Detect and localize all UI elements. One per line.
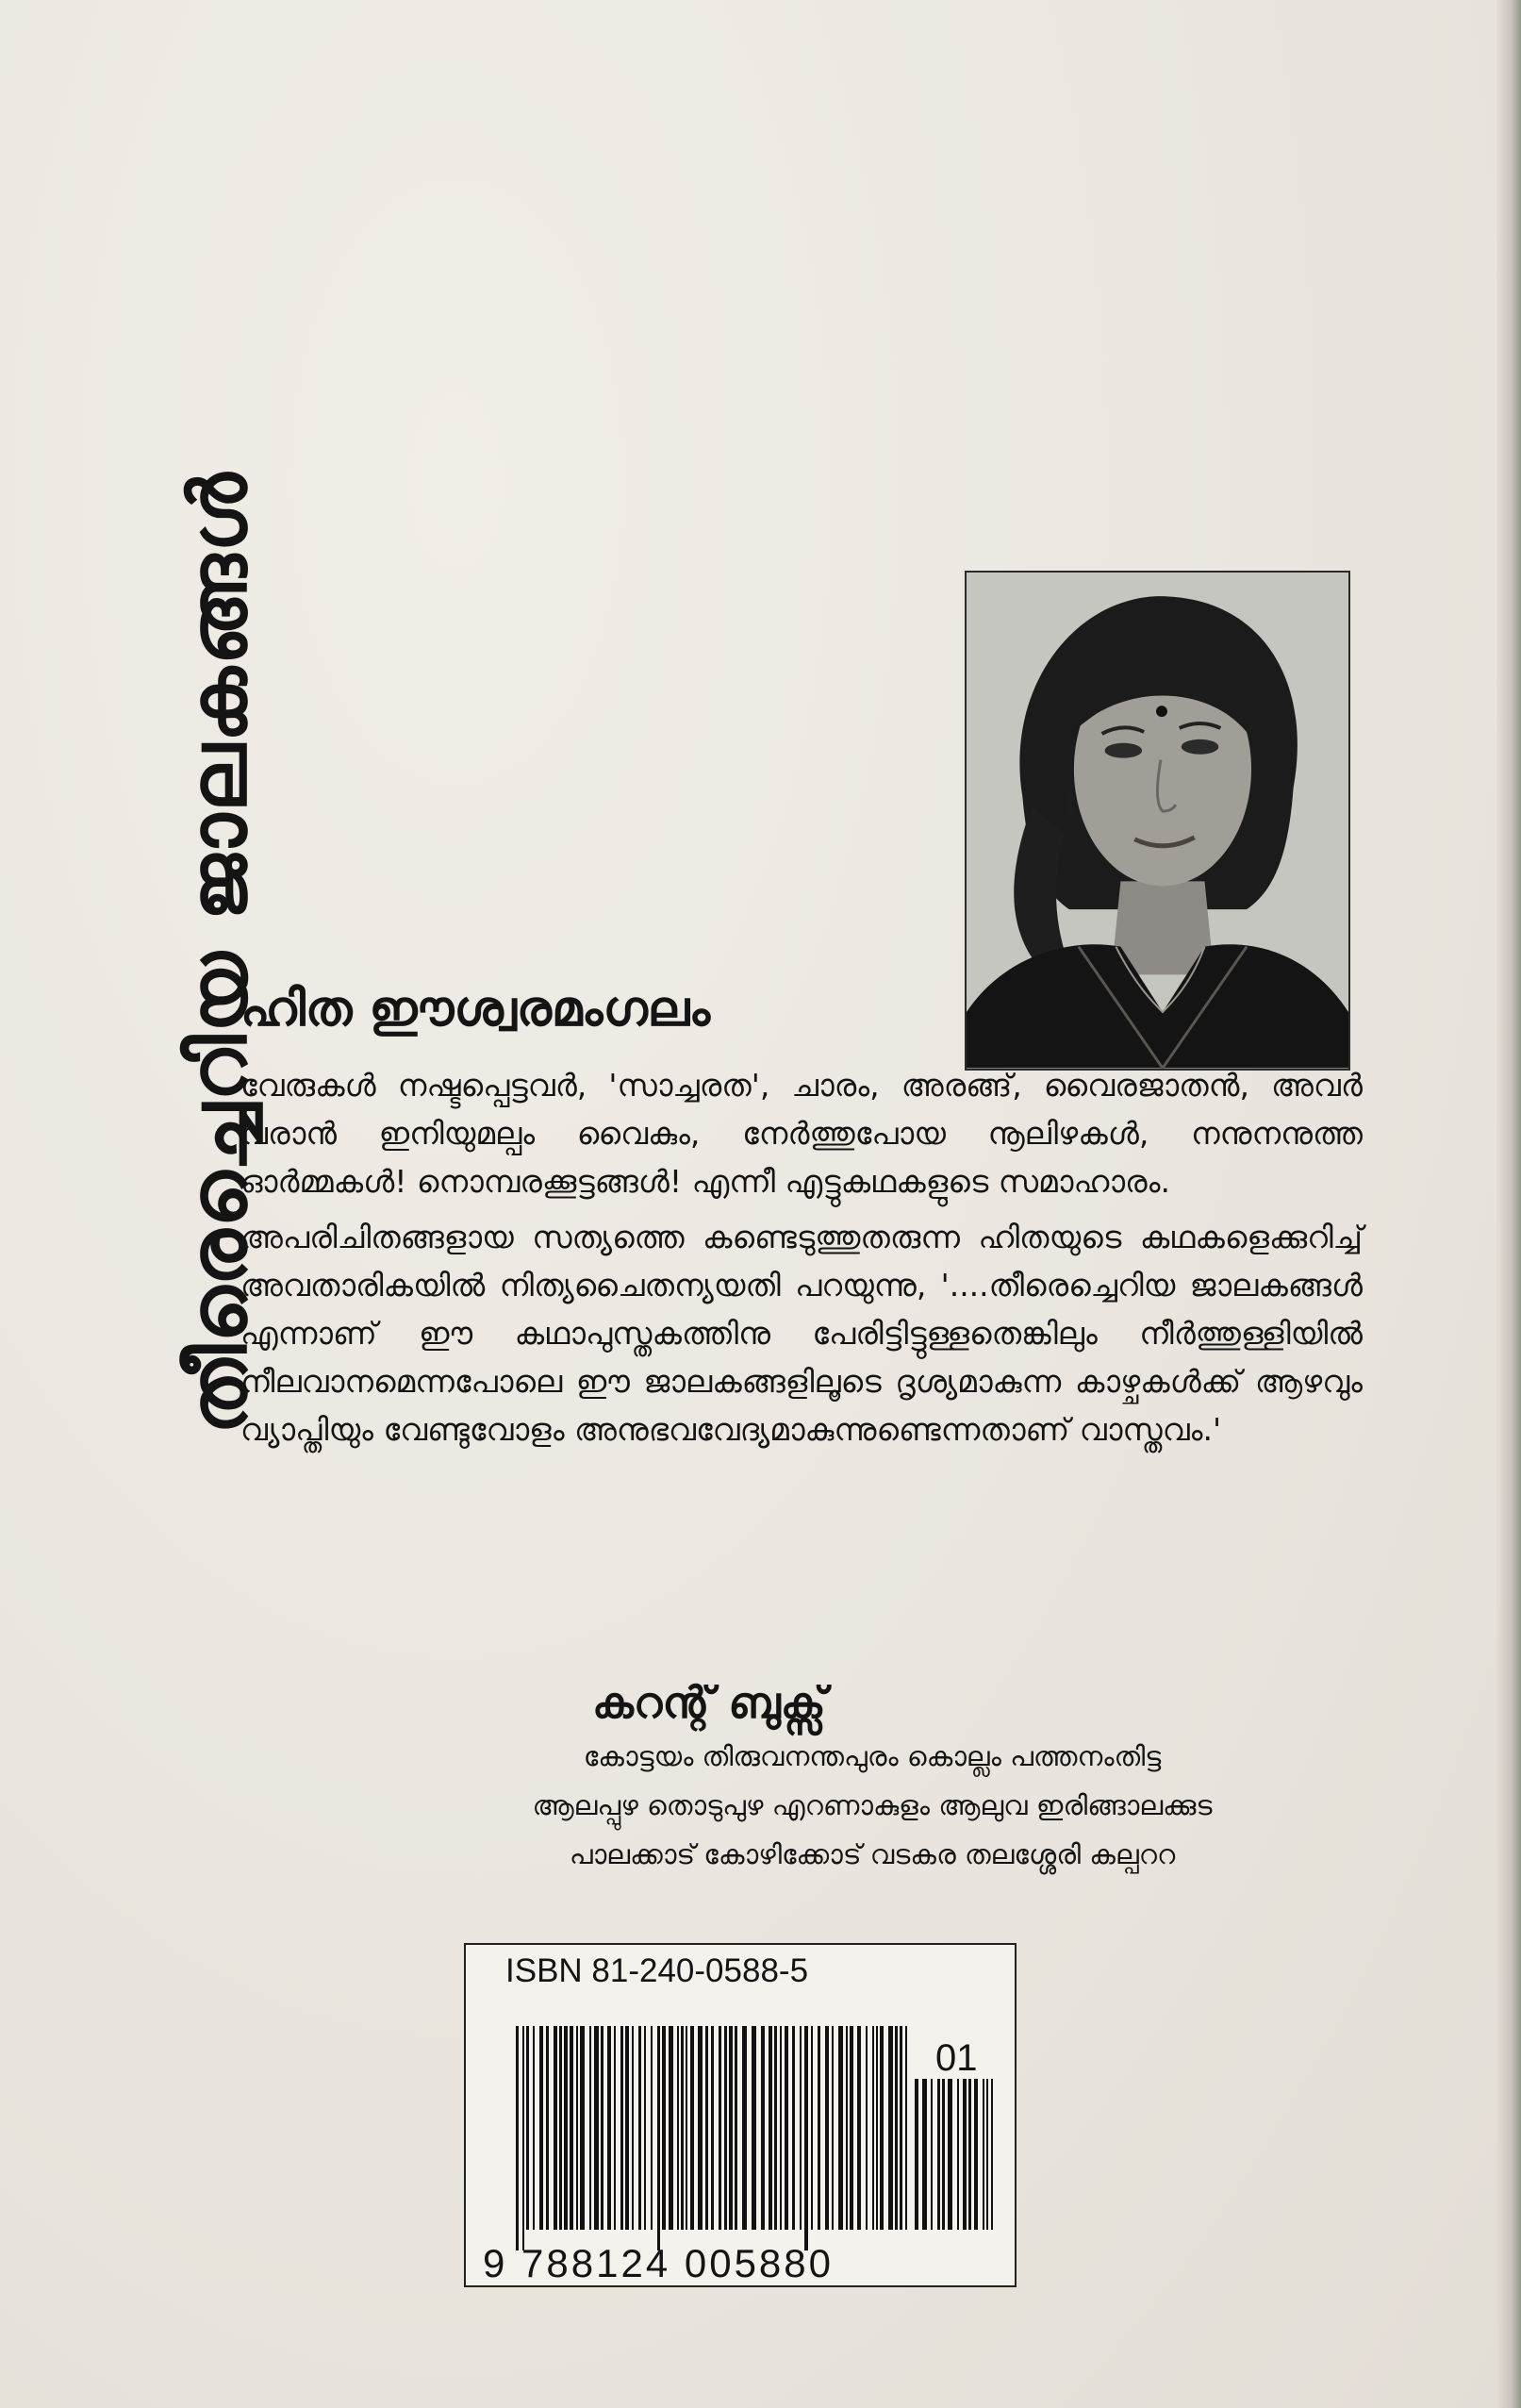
barcode-bar [895,2026,898,2230]
author-photo [965,571,1350,1071]
barcode-bar [900,2026,902,2230]
barcode-bar [559,2026,562,2230]
barcode-bar [937,2079,940,2230]
barcode-bar [698,2026,703,2230]
barcode-bar [811,2026,813,2230]
barcode-bar [780,2026,782,2230]
barcode [514,2026,910,2250]
barcode-bar [564,2026,568,2230]
barcode-bar [792,2026,795,2230]
barcode-bar [785,2026,788,2230]
barcode-bar [516,2026,519,2250]
barcode-bar [866,2026,868,2230]
barcode-number: 9 788124 005880 [483,2241,834,2285]
barcode-bar [632,2026,634,2230]
barcode-bar [651,2026,653,2230]
barcode-bar [644,2026,646,2230]
barcode-bar [576,2026,578,2230]
barcode-bar [915,2079,918,2230]
author-name: ഹിത ഈശ്വരമംഗലം [240,981,711,1038]
barcode-bar [769,2026,772,2230]
barcode-bar [948,2079,952,2230]
cover-edge [1496,0,1521,2408]
barcode-bar [657,2026,660,2250]
barcode-bar [522,2026,524,2250]
barcode-bar [888,2026,893,2230]
barcode-bar [570,2026,573,2230]
barcode-bar [804,2026,808,2250]
barcode-bar [968,2079,971,2230]
barcode-bar [601,2026,603,2230]
barcode-bar [625,2026,629,2230]
description-paragraph: വേരുകൾ നഷ്ടപ്പെട്ടവർ, 'സാച്ചരത', ചാരം, അരങ്ങ്, വൈരജാതൻ, അവർ വരാൻ ഇനിയുമല്പം വൈകും, നേർത്തുപോയ നൂലിഴകൾ, നനുനനുത്ത ഓർമ്മകൾ! നൊമ്പരക്കൂട്ടങ്ങൾ! എന്നീ എട്ടുകഥകളുടെ സമാഹാരം. [240,1067,1363,1200]
barcode-bar [719,2026,721,2230]
barcode-bar [681,2026,684,2230]
barcode-bar [686,2026,687,2230]
barcode-bar [607,2026,611,2230]
isbn-barcode-box [464,1943,1017,2287]
barcode-bar [963,2079,967,2230]
barcode-bar [818,2026,820,2230]
barcode-bar [983,2079,984,2230]
barcode-bar [690,2026,694,2230]
barcode-bar [580,2026,585,2230]
barcode-bar [850,2026,853,2230]
barcode-bar [905,2026,907,2230]
barcode-bar [991,2079,993,2230]
barcode-bar [735,2026,737,2230]
barcode-bar [742,2026,747,2230]
barcode-bar [711,2026,714,2230]
city-line: പാലക്കാട് കോഴിക്കോട് വടകര തലശ്ശേരി കല്പററ [569,1838,1176,1870]
barcode-bar [729,2026,733,2230]
barcode-bar [669,2026,673,2230]
barcode-bar [825,2026,829,2230]
barcode-bar [986,2079,988,2230]
barcode-bar [677,2026,679,2230]
city-line: ആലപ്പുഴ തൊടുപുഴ എറണാകുളം ആലുവ ഇരിങ്ങാലക്കുട [532,1789,1213,1821]
barcode-bar [774,2026,777,2230]
barcode-bar [526,2026,529,2230]
barcode-bar [539,2026,543,2230]
barcode-bar [533,2026,535,2230]
barcode-bar [922,2079,927,2230]
barcode-bar [594,2026,599,2230]
barcode-bar [705,2026,708,2230]
isbn-label: ISBN 81-240-0588-5 [505,1952,809,1989]
barcode-bar [546,2026,549,2230]
barcode-bar [589,2026,591,2230]
barcode-bar [838,2026,843,2230]
publisher-name: കറന്റ് ബുക്സ് [592,1677,826,1728]
barcode-addon [913,2079,998,2250]
barcode-bar [620,2026,623,2230]
barcode-bar [662,2026,666,2230]
city-line: കോട്ടയം തിരുവനന്തപുരം കൊല്ലം പത്തനംതിട്ട [583,1740,1162,1772]
book-description [240,1061,1363,1453]
barcode-bar [872,2026,874,2230]
barcode-bar [957,2079,959,2230]
publisher-cities [377,1732,1367,1879]
barcode-bar [846,2026,848,2230]
barcode-bar [974,2079,978,2230]
barcode-addon-number: 01 [935,2037,978,2079]
barcode-bar [832,2026,834,2230]
barcode-bar [614,2026,616,2230]
description-paragraph: അപരിചിതങ്ങളായ സത്യത്തെ കണ്ടെടുത്തുതരുന്ന ഹിതയുടെ കഥകളെക്കുറിച്ച് അവതാരികയിൽ നിത്യചൈതന്യയതി പറയുന്നു, '....തീരെച്ചെറിയ ജാലകങ്ങൾ എന്നാണ് ഈ കഥാപുസ്തകത്തിനു പേരിട്ടിട്ടുള്ളതെങ്കിലും നീർത്തുള്ളിയിൽ നീലവാനമെന്നപോലെ ഈ ജാലകങ്ങളിലൂടെ ദൃശ്യമാകുന്ന കാഴ്ചകൾക്ക് ആഴവും വ്യാപ്തിയും വേണ്ടുവോളം അനുഭവവേദ്യമാകുന്നുണ്ടെന്നതാണ് വാസ്തവം.' [240,1219,1363,1448]
barcode-bar [761,2026,765,2230]
barcode-bar [724,2026,727,2230]
barcode-bar [554,2026,557,2230]
barcode-bar [800,2026,802,2230]
author-portrait-illustration [967,573,1348,1069]
barcode-bar [942,2079,945,2230]
barcode-bar [638,2026,641,2230]
barcode-bar [880,2026,884,2230]
barcode-bar [857,2026,861,2230]
book-title-vertical: തീരെച്ചെറിയ ജാലകങ്ങൾ [172,471,265,1435]
barcode-bar [876,2026,878,2230]
barcode-bar [752,2026,756,2230]
barcode-bar [931,2079,933,2230]
